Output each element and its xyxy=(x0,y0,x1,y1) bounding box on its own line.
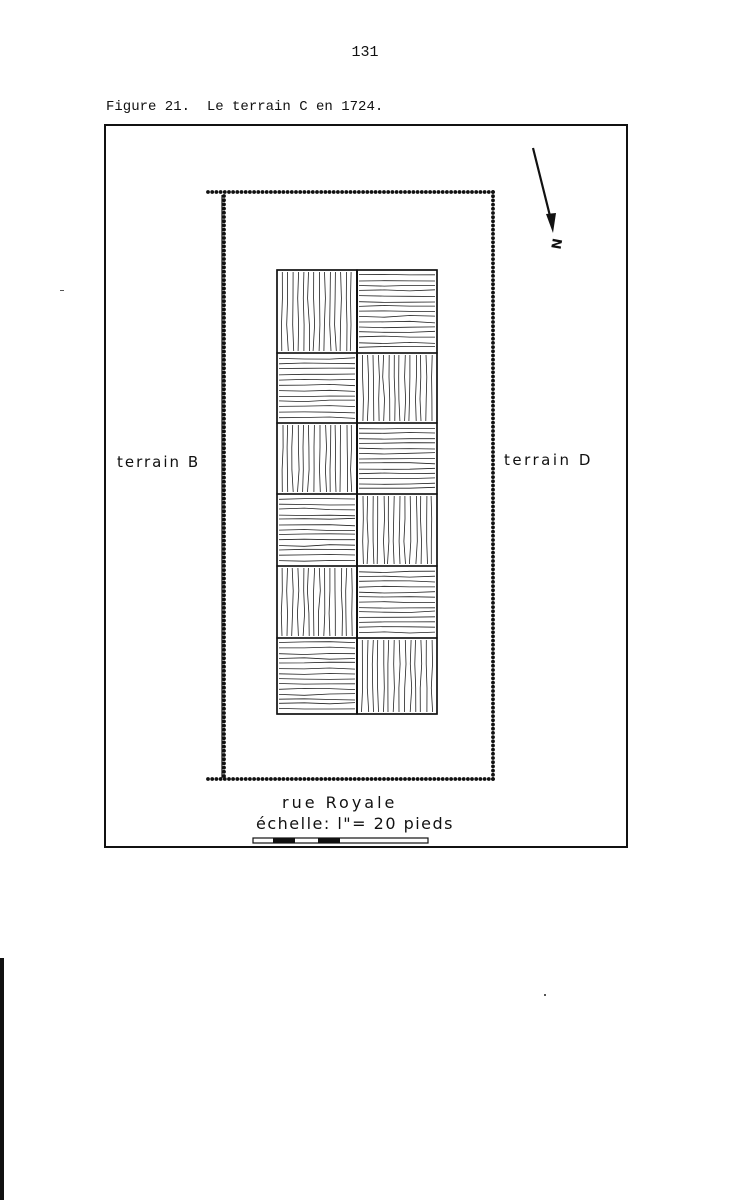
scan-speck xyxy=(60,290,64,291)
label-terrain-b: terrain B xyxy=(117,453,201,471)
label-terrain-d: terrain D xyxy=(504,451,593,469)
scan-speck xyxy=(544,994,546,996)
page-number: 131 xyxy=(351,44,379,61)
scale-bar xyxy=(253,838,428,843)
scan-edge-bar xyxy=(0,958,4,1200)
label-rue-royale: rue Royale xyxy=(282,793,398,812)
figure-caption: Figure 21. Le terrain C en 1724. xyxy=(106,99,384,115)
stone-block-grid xyxy=(277,270,437,714)
north-arrow xyxy=(533,148,564,250)
north-label: N xyxy=(547,236,564,251)
scale-label: échelle: l"= 20 pieds xyxy=(256,814,455,833)
